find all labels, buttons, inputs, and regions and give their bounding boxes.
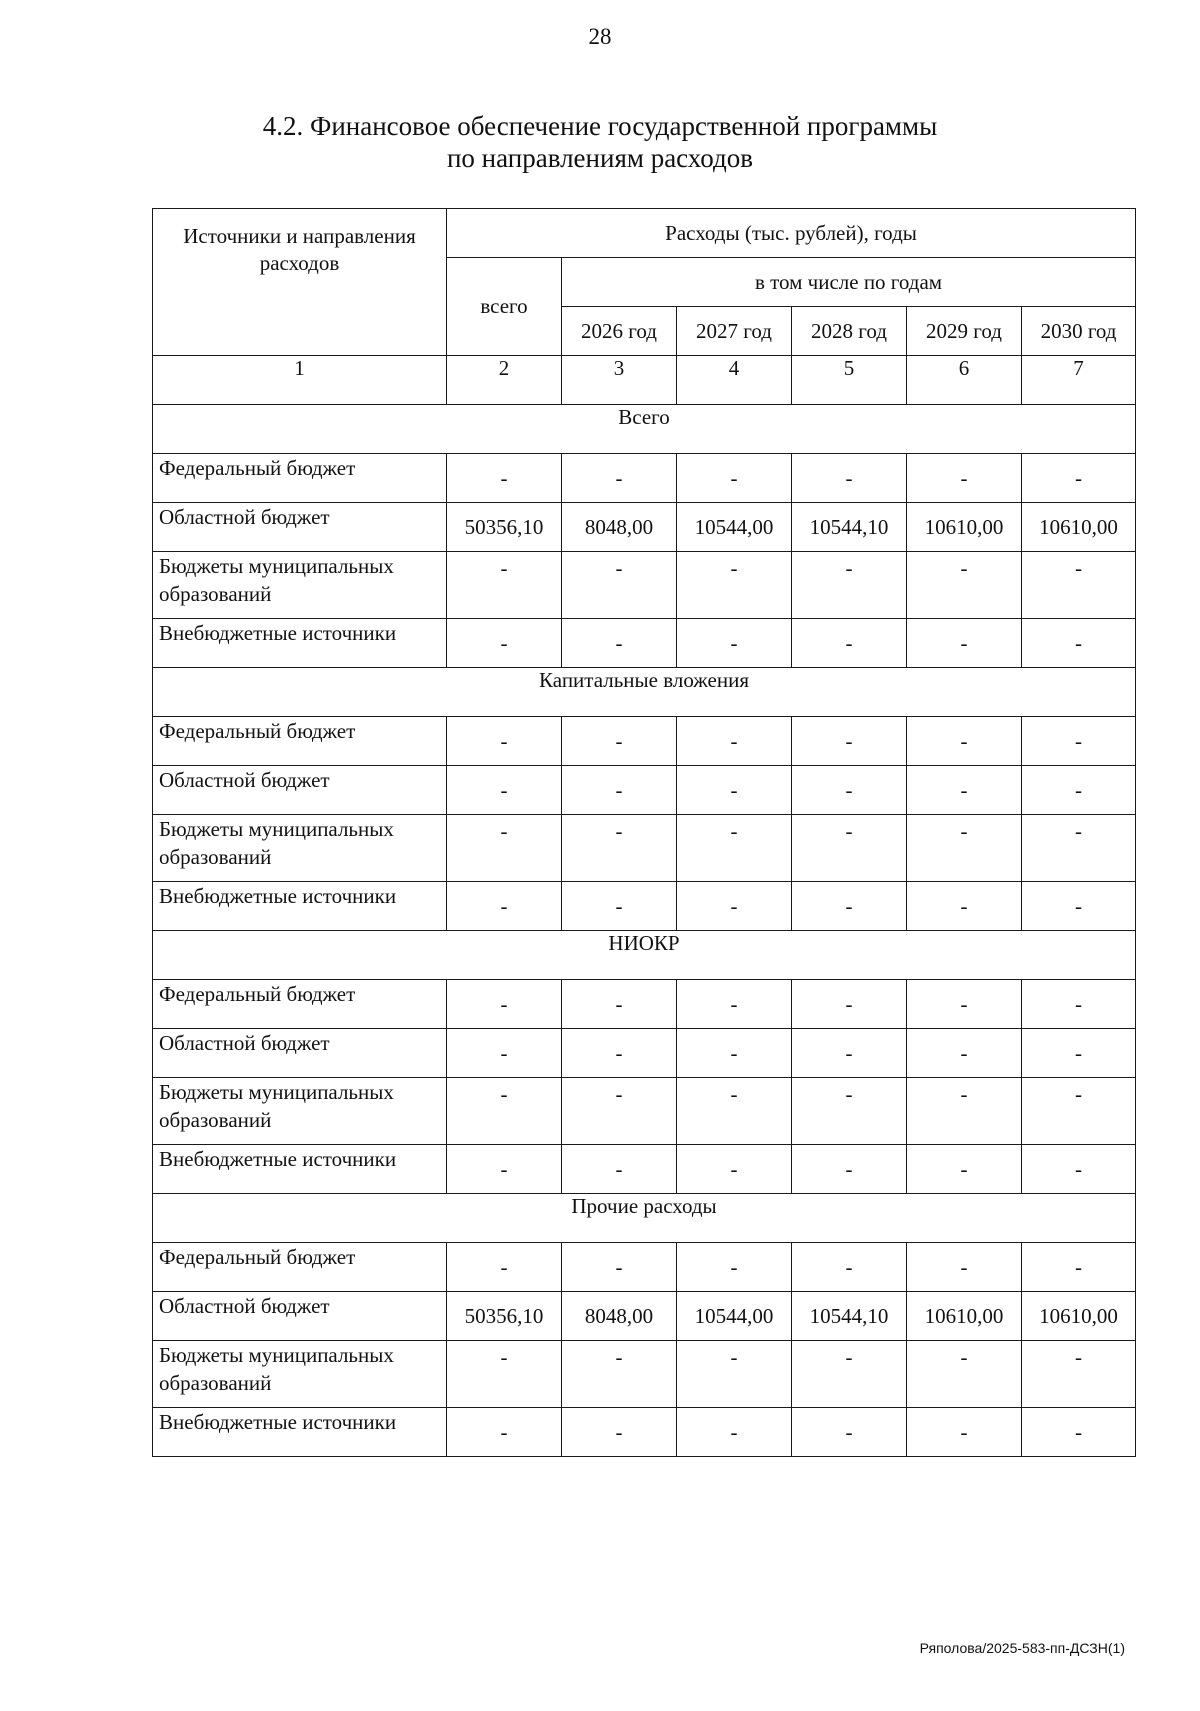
- value-cell: -: [677, 1341, 792, 1408]
- value-cell: -: [1022, 1341, 1136, 1408]
- value-cell: 10544,10: [792, 1292, 907, 1341]
- table-row: [153, 1243, 1136, 1292]
- table-row: [153, 1408, 1136, 1457]
- value-cell: -: [1022, 1243, 1136, 1292]
- row-label: Бюджеты муниципальных образований: [153, 1078, 447, 1145]
- value-cell: -: [447, 1145, 562, 1194]
- section-title: Прочие расходы: [153, 1194, 1136, 1243]
- section-row: [153, 405, 1136, 454]
- value-cell: 10610,00: [907, 503, 1022, 552]
- value-cell: -: [562, 1243, 677, 1292]
- row-label: Федеральный бюджет: [153, 980, 447, 1029]
- title-line-2: по направлениям расходов: [446, 143, 753, 173]
- value-cell: -: [907, 1341, 1022, 1408]
- value-cell: -: [792, 619, 907, 668]
- value-cell: 10544,00: [677, 503, 792, 552]
- row-label: Бюджеты муниципальных образований: [153, 552, 447, 619]
- section-title: Всего: [153, 405, 1136, 454]
- value-cell: 10544,00: [677, 1292, 792, 1341]
- table-row: [153, 1341, 1136, 1408]
- value-cell: -: [562, 980, 677, 1029]
- value-cell: -: [907, 882, 1022, 931]
- value-cell: -: [447, 1029, 562, 1078]
- row-label: Внебюджетные источники: [153, 1408, 447, 1457]
- value-cell: -: [907, 1408, 1022, 1457]
- value-cell: -: [792, 882, 907, 931]
- value-cell: -: [562, 766, 677, 815]
- column-number: 5: [792, 356, 907, 405]
- table-row: [153, 619, 1136, 668]
- value-cell: -: [562, 1078, 677, 1145]
- value-cell: -: [1022, 1408, 1136, 1457]
- value-cell: -: [792, 1341, 907, 1408]
- value-cell: -: [677, 619, 792, 668]
- value-cell: 8048,00: [562, 1292, 677, 1341]
- value-cell: -: [677, 1029, 792, 1078]
- value-cell: 50356,10: [447, 503, 562, 552]
- value-cell: -: [792, 980, 907, 1029]
- value-cell: -: [447, 1243, 562, 1292]
- financing-table: [152, 208, 1136, 1457]
- value-cell: -: [907, 1078, 1022, 1145]
- section-title: Капитальные вложения: [153, 668, 1136, 717]
- page-title: [0, 110, 1200, 174]
- header-total: всего: [447, 258, 562, 356]
- value-cell: -: [562, 552, 677, 619]
- value-cell: -: [677, 1408, 792, 1457]
- value-cell: -: [1022, 882, 1136, 931]
- value-cell: -: [447, 815, 562, 882]
- section-row: [153, 931, 1136, 980]
- value-cell: -: [447, 1078, 562, 1145]
- table-header: [153, 209, 1136, 356]
- value-cell: 50356,10: [447, 1292, 562, 1341]
- row-label: Бюджеты муниципальных образований: [153, 1341, 447, 1408]
- table-row: [153, 882, 1136, 931]
- header-year: 2029 год: [907, 307, 1022, 356]
- section-row: [153, 668, 1136, 717]
- table-row: [153, 454, 1136, 503]
- table-row: [153, 717, 1136, 766]
- header-year: 2030 год: [1022, 307, 1136, 356]
- value-cell: -: [907, 1243, 1022, 1292]
- column-number: 7: [1022, 356, 1136, 405]
- row-label: Областной бюджет: [153, 1292, 447, 1341]
- table-row: [153, 1078, 1136, 1145]
- row-label: Внебюджетные источники: [153, 619, 447, 668]
- value-cell: -: [907, 766, 1022, 815]
- value-cell: -: [1022, 454, 1136, 503]
- header-expenses: Расходы (тыс. рублей), годы: [447, 209, 1136, 258]
- value-cell: -: [792, 1243, 907, 1292]
- value-cell: -: [907, 717, 1022, 766]
- value-cell: 8048,00: [562, 503, 677, 552]
- value-cell: 10544,10: [792, 503, 907, 552]
- value-cell: -: [677, 1145, 792, 1194]
- value-cell: -: [677, 815, 792, 882]
- column-number: 6: [907, 356, 1022, 405]
- value-cell: -: [1022, 980, 1136, 1029]
- row-label: Федеральный бюджет: [153, 1243, 447, 1292]
- value-cell: -: [1022, 1029, 1136, 1078]
- value-cell: -: [562, 1145, 677, 1194]
- value-cell: -: [1022, 1145, 1136, 1194]
- section-title: НИОКР: [153, 931, 1136, 980]
- column-number: 3: [562, 356, 677, 405]
- value-cell: -: [907, 619, 1022, 668]
- value-cell: -: [907, 1145, 1022, 1194]
- value-cell: -: [1022, 717, 1136, 766]
- column-number: 1: [153, 356, 447, 405]
- table-row: [153, 1145, 1136, 1194]
- table-row: [153, 815, 1136, 882]
- header-year: 2027 год: [677, 307, 792, 356]
- column-number: 4: [677, 356, 792, 405]
- document-footer-code: Ряполова/2025-583-пп-ДСЗН(1): [919, 1640, 1125, 1656]
- value-cell: -: [792, 552, 907, 619]
- value-cell: -: [447, 766, 562, 815]
- value-cell: -: [1022, 552, 1136, 619]
- page-number: 28: [588, 24, 612, 49]
- value-cell: -: [792, 766, 907, 815]
- header-by-years: в том числе по годам: [562, 258, 1136, 307]
- value-cell: -: [677, 1243, 792, 1292]
- value-cell: -: [562, 882, 677, 931]
- value-cell: -: [447, 1408, 562, 1457]
- value-cell: -: [677, 1078, 792, 1145]
- value-cell: 10610,00: [907, 1292, 1022, 1341]
- table-row: [153, 1029, 1136, 1078]
- value-cell: -: [447, 619, 562, 668]
- value-cell: -: [562, 619, 677, 668]
- value-cell: -: [447, 454, 562, 503]
- value-cell: -: [562, 815, 677, 882]
- value-cell: -: [792, 815, 907, 882]
- column-number: 2: [447, 356, 562, 405]
- value-cell: -: [677, 552, 792, 619]
- value-cell: -: [792, 1029, 907, 1078]
- value-cell: -: [677, 717, 792, 766]
- value-cell: -: [677, 766, 792, 815]
- value-cell: 10610,00: [1022, 1292, 1136, 1341]
- value-cell: -: [1022, 1078, 1136, 1145]
- value-cell: -: [447, 552, 562, 619]
- header-sources: Источники и направления расходов: [153, 209, 447, 356]
- value-cell: -: [792, 1078, 907, 1145]
- value-cell: -: [562, 717, 677, 766]
- value-cell: -: [447, 980, 562, 1029]
- value-cell: -: [677, 454, 792, 503]
- table-row: [153, 552, 1136, 619]
- value-cell: -: [1022, 815, 1136, 882]
- value-cell: -: [792, 454, 907, 503]
- value-cell: -: [792, 1145, 907, 1194]
- value-cell: -: [907, 815, 1022, 882]
- row-label: Областной бюджет: [153, 766, 447, 815]
- row-label: Областной бюджет: [153, 503, 447, 552]
- row-label: Федеральный бюджет: [153, 717, 447, 766]
- header-year: 2026 год: [562, 307, 677, 356]
- row-label: Бюджеты муниципальных образований: [153, 815, 447, 882]
- header-year: 2028 год: [792, 307, 907, 356]
- value-cell: -: [447, 1341, 562, 1408]
- value-cell: -: [907, 552, 1022, 619]
- row-label: Областной бюджет: [153, 1029, 447, 1078]
- value-cell: -: [677, 980, 792, 1029]
- table-row: [153, 503, 1136, 552]
- value-cell: -: [792, 1408, 907, 1457]
- table-row: [153, 980, 1136, 1029]
- section-row: [153, 1194, 1136, 1243]
- table-row: [153, 766, 1136, 815]
- value-cell: -: [907, 1029, 1022, 1078]
- value-cell: -: [677, 882, 792, 931]
- value-cell: -: [907, 454, 1022, 503]
- value-cell: 10610,00: [1022, 503, 1136, 552]
- value-cell: -: [907, 980, 1022, 1029]
- row-label: Федеральный бюджет: [153, 454, 447, 503]
- table-body: [153, 356, 1136, 1457]
- value-cell: -: [1022, 619, 1136, 668]
- value-cell: -: [1022, 766, 1136, 815]
- value-cell: -: [562, 454, 677, 503]
- value-cell: -: [562, 1029, 677, 1078]
- value-cell: -: [562, 1408, 677, 1457]
- table-row: [153, 1292, 1136, 1341]
- title-line-1: 4.2. Финансовое обеспечение государственной программы: [262, 111, 938, 141]
- value-cell: -: [792, 717, 907, 766]
- row-label: Внебюджетные источники: [153, 1145, 447, 1194]
- row-label: Внебюджетные источники: [153, 882, 447, 931]
- column-number-row: [153, 356, 1136, 405]
- value-cell: -: [447, 717, 562, 766]
- value-cell: -: [447, 882, 562, 931]
- value-cell: -: [562, 1341, 677, 1408]
